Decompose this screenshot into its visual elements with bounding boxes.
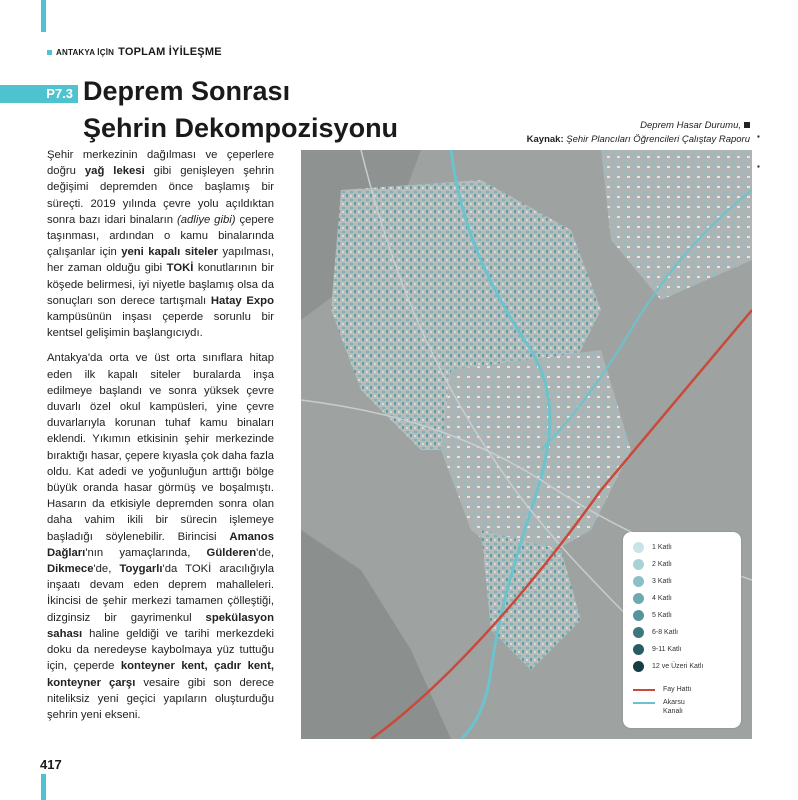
text-span: Şehir merkezinin dağılması ve çeperlere doğru: [47, 149, 274, 178]
river-label: [663, 698, 685, 716]
section-title-line1: Deprem Sonrası: [83, 76, 291, 106]
legend-label: 2 Katlı: [652, 561, 672, 568]
legend-item: [633, 610, 672, 621]
page-number: 417: [40, 757, 62, 772]
legend-swatch: [633, 610, 644, 621]
river-label-line1: Akarsu: [663, 699, 685, 706]
fault-line-swatch: [633, 689, 655, 691]
text-span: 'nın yamaçlarında,: [85, 546, 207, 559]
legend-label: 3 Katlı: [652, 578, 672, 585]
text-span: 'de,: [93, 563, 120, 576]
bold-term: Amanos Dağları: [47, 530, 274, 559]
legend-item: [633, 661, 703, 672]
text-span: çepere taşınması, ardından o kamu binalarında çalışanlar için: [47, 213, 274, 259]
legend-label: 6-8 Katlı: [652, 629, 679, 636]
top-accent-bar: [41, 0, 46, 32]
river-label-line2: Kanalı: [663, 708, 683, 715]
map-caption: [527, 119, 750, 147]
text-span: Antakya'da orta ve üst orta sınıflara hitap eden ilk kapalı siteler buralarda inşa edilmeye başlandı ve sonra yüksek çevre duvarlı özel okul kampüsleri, yine çevre duvarlarıyla korunan tuhaf kamu binaları eklendi. Yıkımın etkisinin şehir merkezinde bıraktığı hasar, çepere kıyasla çok daha fazla oldu. Kat adedi ve yoğunluğun arttığı bölge büyük oranda hasar görmüş ve boşalmıştı. Hasarın da etkisiyle depremden sonra olan daha vahim ikili bir sürecin işlemeye başladığı söylenebilir. Birincisi: [47, 352, 274, 543]
bold-term: spekülasyon sahası: [47, 611, 274, 640]
fault-line-label: Fay Hattı: [663, 686, 692, 693]
text-span: vesaire gibi son derece niteliksiz yeni geçici yapıların oluşturduğu şehrin yeni ekseni.: [47, 676, 275, 721]
section-title-line2: Şehrin Dekompozisyonu: [83, 113, 399, 143]
text-span: konutlarının bir köşede belirmesi, iyi niyetle başlamış olsa da sonuçları son derece tartışmalı: [47, 262, 274, 307]
paragraph-1: [47, 147, 274, 341]
legend-label: 4 Katlı: [652, 595, 672, 602]
legend-swatch: [633, 542, 644, 553]
caption-source-label: Kaynak:: [526, 134, 564, 145]
header-title: TOPLAM İYİLEŞME: [118, 46, 222, 58]
running-header: [47, 46, 222, 58]
bold-term: Dikmece: [47, 563, 94, 576]
legend-swatch: [633, 644, 644, 655]
legend-label: 12 ve Üzeri Katlı: [652, 663, 704, 670]
bold-term: Gülderen: [206, 546, 257, 559]
bold-term: yeni kapalı siteler: [121, 246, 219, 259]
bold-term: konteyner kent, çadır kent, konteyner çarşı: [47, 660, 274, 689]
bold-term: Hatay Expo: [210, 294, 274, 307]
caption-title: Deprem Hasar Durumu,: [640, 120, 741, 131]
bottom-accent-bar: [41, 774, 46, 800]
legend-item: [633, 593, 672, 604]
legend-item: [633, 627, 678, 638]
legend-label: 9-11 Katlı: [652, 646, 682, 653]
header-square-icon: [47, 50, 52, 55]
text-span: 'da TOKİ aracılığıyla inşaatı devam eden deprem mahalleleri. İkincisi de şehir merkezi tamamen çölleştiği, dizginsiz bir gayrimenkul: [47, 563, 275, 624]
legend-swatch: [633, 627, 644, 638]
legend-swatch: [633, 559, 644, 570]
legend-swatch: [633, 661, 644, 672]
legend-item: [633, 644, 681, 655]
legend-swatch: [633, 593, 644, 604]
legend-label: 1 Katlı: [652, 544, 672, 551]
text-span: yapılması, her zaman olduğu gibi: [47, 246, 275, 275]
bold-term: yağ lekesi: [84, 165, 145, 178]
text-span: gibi genişleyen şehrin değişimi depremden önce başlamış bir süreçti. 2019 yılında çevre yolu açıldıktan sonra bazı idari binaların: [47, 165, 274, 226]
paragraph-2: [47, 350, 274, 723]
map-legend: [623, 532, 741, 728]
body-text: [47, 147, 274, 732]
legend-item: [633, 559, 672, 570]
header-prefix: ANTAKYA İÇİN: [56, 47, 115, 57]
italic-term: (adliye gibi): [176, 213, 236, 226]
section-code-badge: P7.3: [0, 85, 78, 103]
text-span: 'de,: [256, 546, 274, 559]
caption-source-text: Şehir Plancıları Öğrencileri Çalıştay Raporu: [566, 134, 750, 145]
text-span: haline geldiği ve tarihi merkezdeki doku da neredeyse kaybolmaya yüz tuttuğu için, çeperde: [47, 627, 274, 673]
river-swatch: [633, 702, 655, 704]
bold-term: Toygarlı: [119, 563, 163, 576]
legend-label: 5 Katlı: [652, 612, 672, 619]
legend-swatch: [633, 576, 644, 587]
legend-item: [633, 576, 672, 587]
legend-item: [633, 542, 672, 553]
side-markers: ▪ ▪: [757, 132, 760, 171]
caption-marker-icon: [744, 122, 750, 128]
text-span: kampüsünün inşası çeperde sorunlu bir kentsel gelişimin başlangıcıydı.: [47, 311, 274, 340]
bold-term: TOKİ: [166, 262, 194, 275]
